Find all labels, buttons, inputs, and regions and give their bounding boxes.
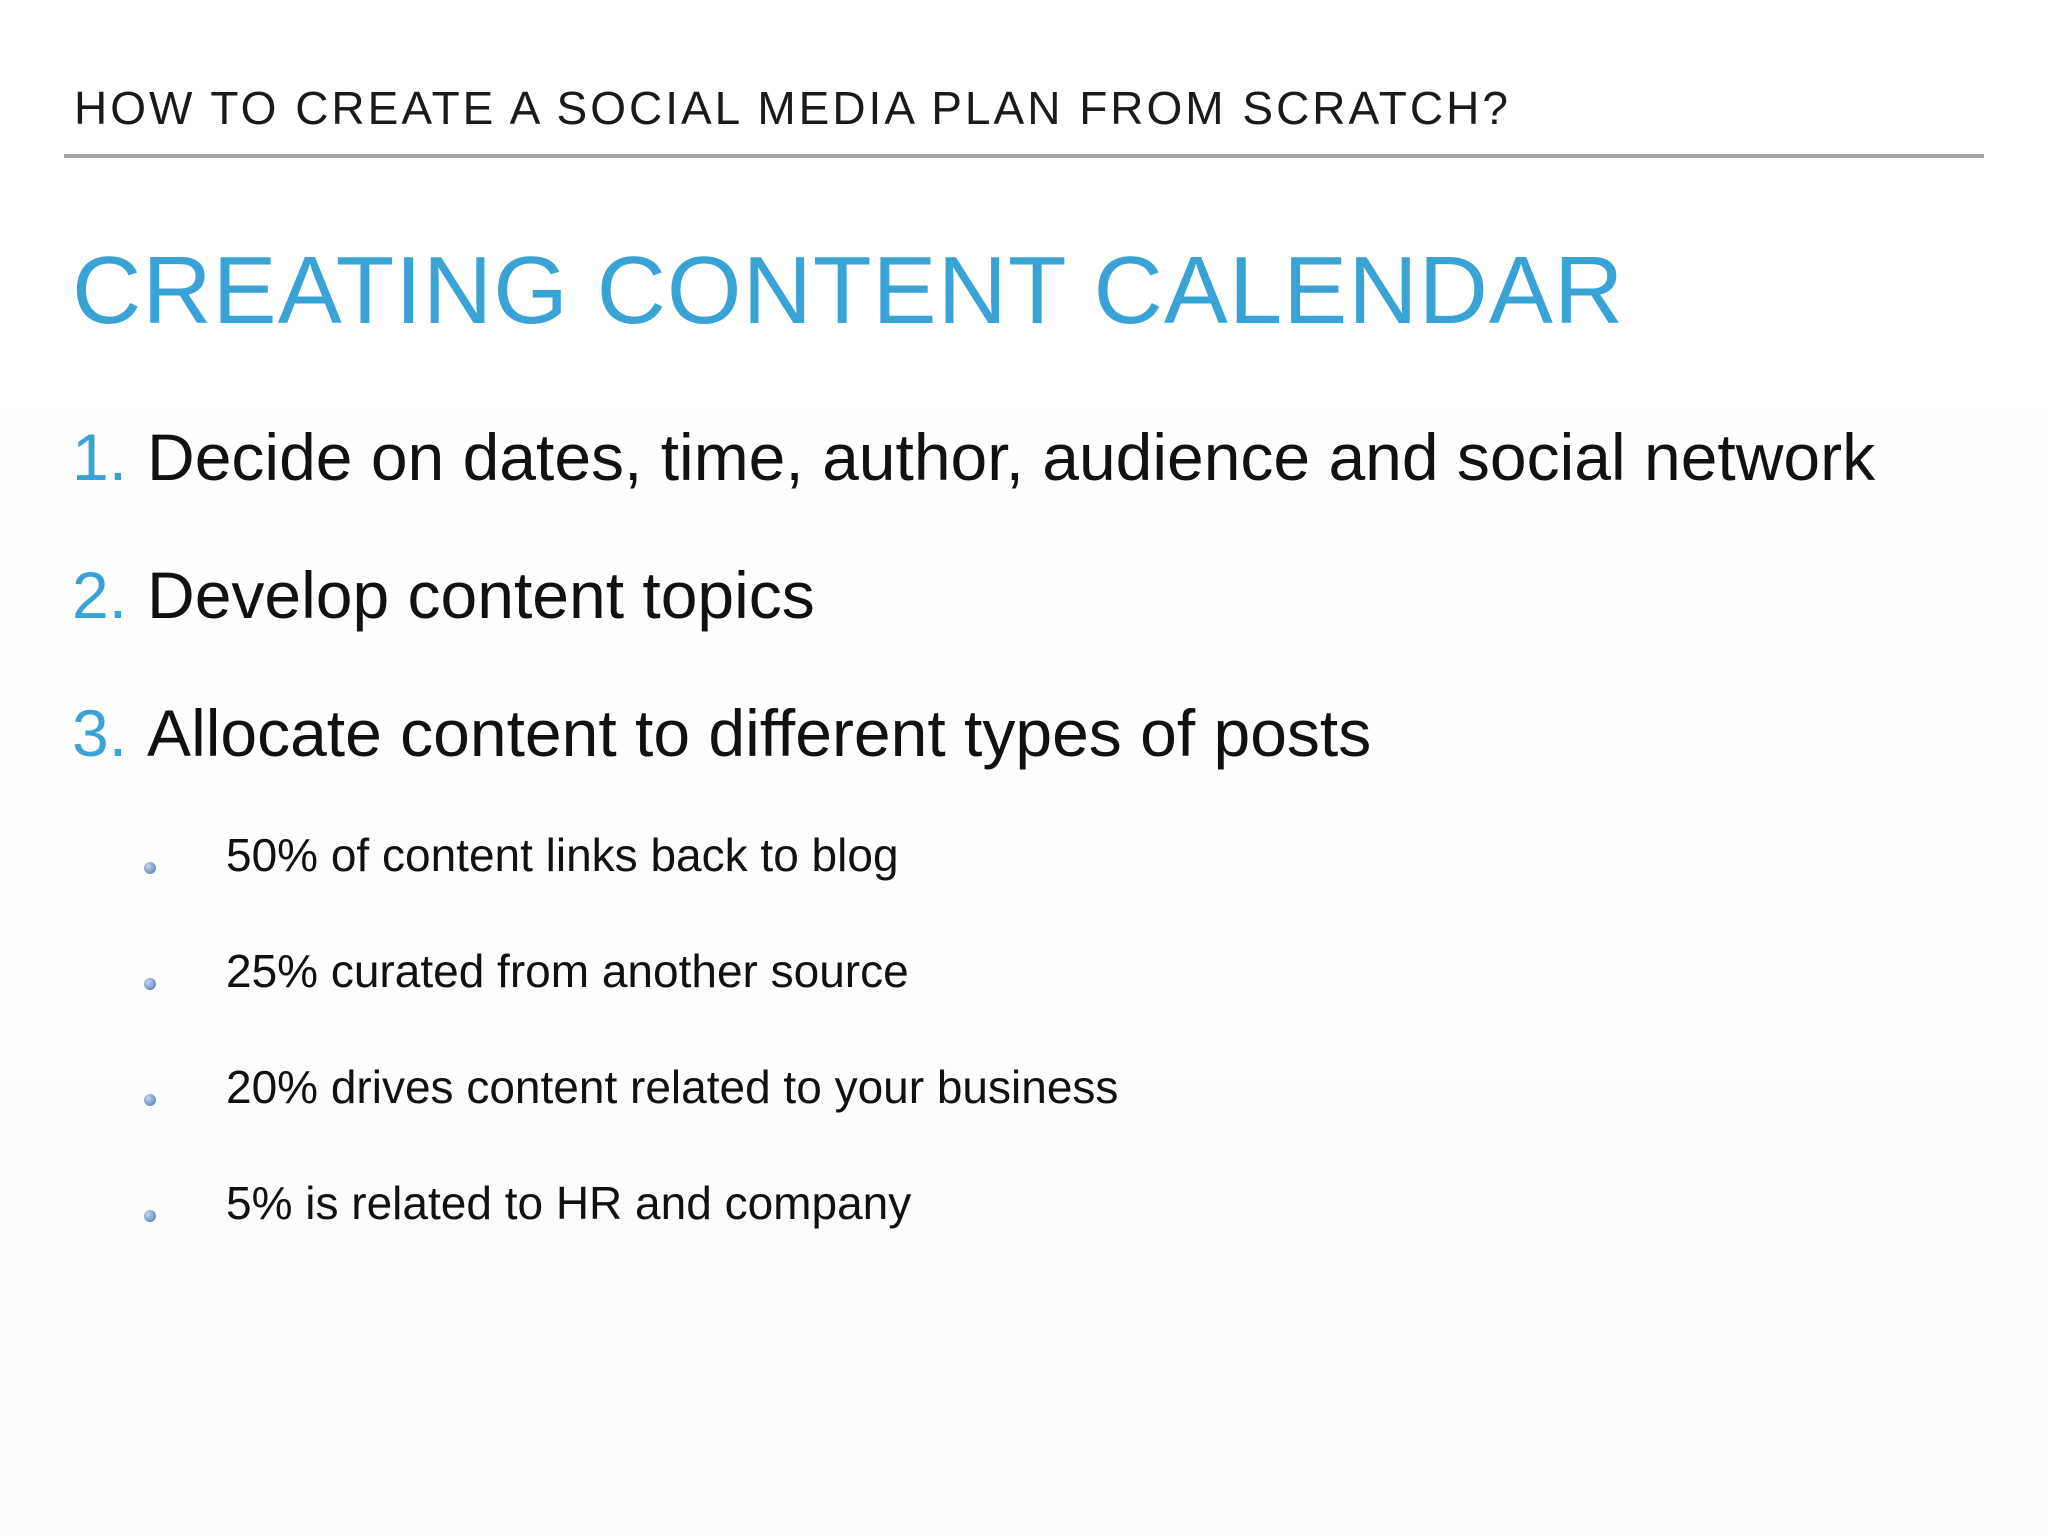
- bullet-text: 50% of content links back to blog: [226, 829, 899, 881]
- header-divider: [64, 154, 1984, 158]
- step-text: Develop content topics: [147, 558, 815, 632]
- step-number: 2.: [72, 558, 128, 632]
- step-text: Decide on dates, time, author, audience and social network: [147, 420, 1876, 494]
- step-text: Allocate content to different types of posts: [147, 696, 1372, 770]
- bullet-icon: [144, 862, 156, 874]
- slide-title: CREATING CONTENT CALENDAR: [72, 237, 1625, 344]
- bullet-text: 5% is related to HR and company: [226, 1177, 912, 1229]
- bullet-text: 25% curated from another source: [226, 945, 909, 997]
- bullet-icon: [144, 1210, 156, 1222]
- numbered-steps-list: [72, 412, 1875, 826]
- bullet-icon: [144, 978, 156, 990]
- step-item: [72, 550, 1875, 640]
- step-item: [72, 688, 1875, 778]
- step-item: [72, 412, 1875, 502]
- header-title: HOW TO CREATE A SOCIAL MEDIA PLAN FROM SCRATCH?: [74, 82, 1511, 134]
- step-number: 1.: [72, 420, 128, 494]
- bullet-text: 20% drives content related to your business: [226, 1061, 1119, 1113]
- bullet-icon: [144, 1094, 156, 1106]
- step-number: 3.: [72, 696, 128, 770]
